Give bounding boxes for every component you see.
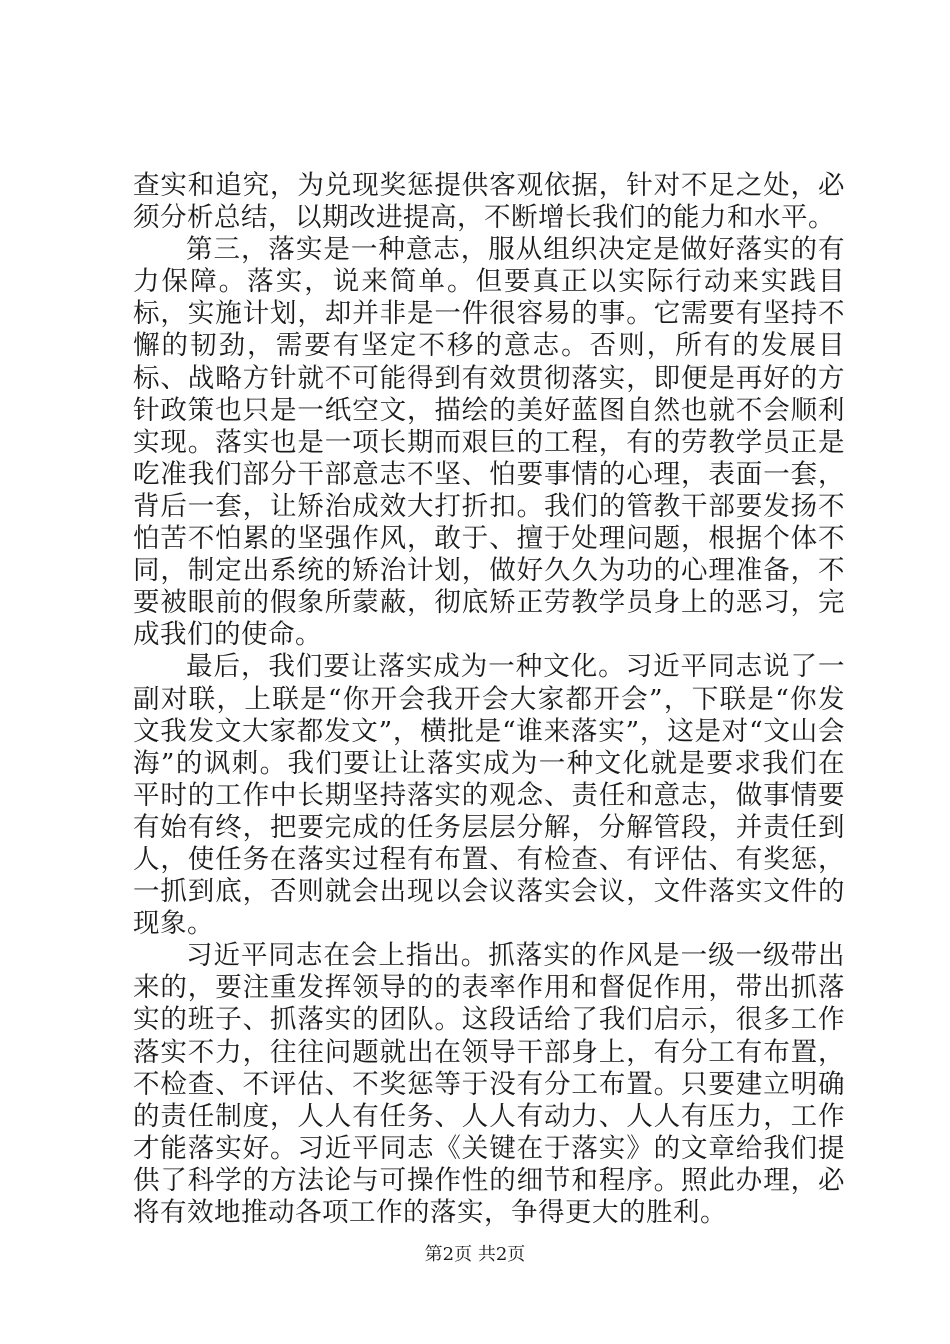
paragraph-third-point: 第三，落实是一种意志，服从组织决定是做好落实的有力保障。落实，说来简单。但要真正以实际行动来实践目标，实施计划，却并非是一件很容易的事。它需要有坚持不懈的韧劲，需要有坚定不移的意志。否则，所有的发展目标、战略方针就不可能得到有效贯彻落实，即便是再好的方针政策也只是一纸空文，描绘的美好蓝图自然也就不会顺利实现。落实也是一项长期而艰巨的工程，有的劳教学员正是吃准我们部分干部意志不坚、怕要事情的心理，表面一套，背后一套，让矫治成效大打折扣。我们的管教干部要发扬不怕苦不怕累的坚强作风，敢于、擅于处理问题，根据个体不同，制定出系统的矫治计划，做好久久为功的心理准备，不要被眼前的假象所蒙蔽，彻底矫正劳教学员身上的恶习，完成我们的使命。 xyxy=(133,234,845,651)
paragraph-continuation: 查实和追究，为兑现奖惩提供客观依据，针对不足之处，必须分析总结，以期改进提高，不断增长我们的能力和水平。 xyxy=(133,170,845,234)
paragraph-culture: 最后，我们要让落实成为一种文化。习近平同志说了一副对联，上联是“你开会我开会大家都开会”，下联是“你发文我发文大家都发文”，横批是“谁来落实”，这是对“文山会海”的讽刺。我们要让让落实成为一种文化就是要求我们在平时的工作中长期坚持落实的观念、责任和意志，做事情要有始有终，把要完成的任务层层分解，分解管段，并责任到人，使任务在落实过程有布置、有检查、有评估、有奖惩，一抓到底，否则就会出现以会议落实会议，文件落实文件的现象。 xyxy=(133,651,845,940)
page-footer: 第2页 共2页 xyxy=(424,1244,526,1265)
document-body xyxy=(133,170,845,1229)
paragraph-conclusion: 习近平同志在会上指出。抓落实的作风是一级一级带出来的，要注重发挥领导的的表率作用和督促作用，带出抓落实的班子、抓落实的团队。这段话给了我们启示，很多工作落实不力，往往问题就出在领导干部身上，有分工有布置，不检查、不评估、不奖惩等于没有分工布置。只要建立明确的责任制度，人人有任务、人人有动力、人人有压力，工作才能落实好。习近平同志《关键在于落实》的文章给我们提供了科学的方法论与可操作性的细节和程序。照此办理，必将有效地推动各项工作的落实，争得更大的胜利。 xyxy=(133,940,845,1228)
